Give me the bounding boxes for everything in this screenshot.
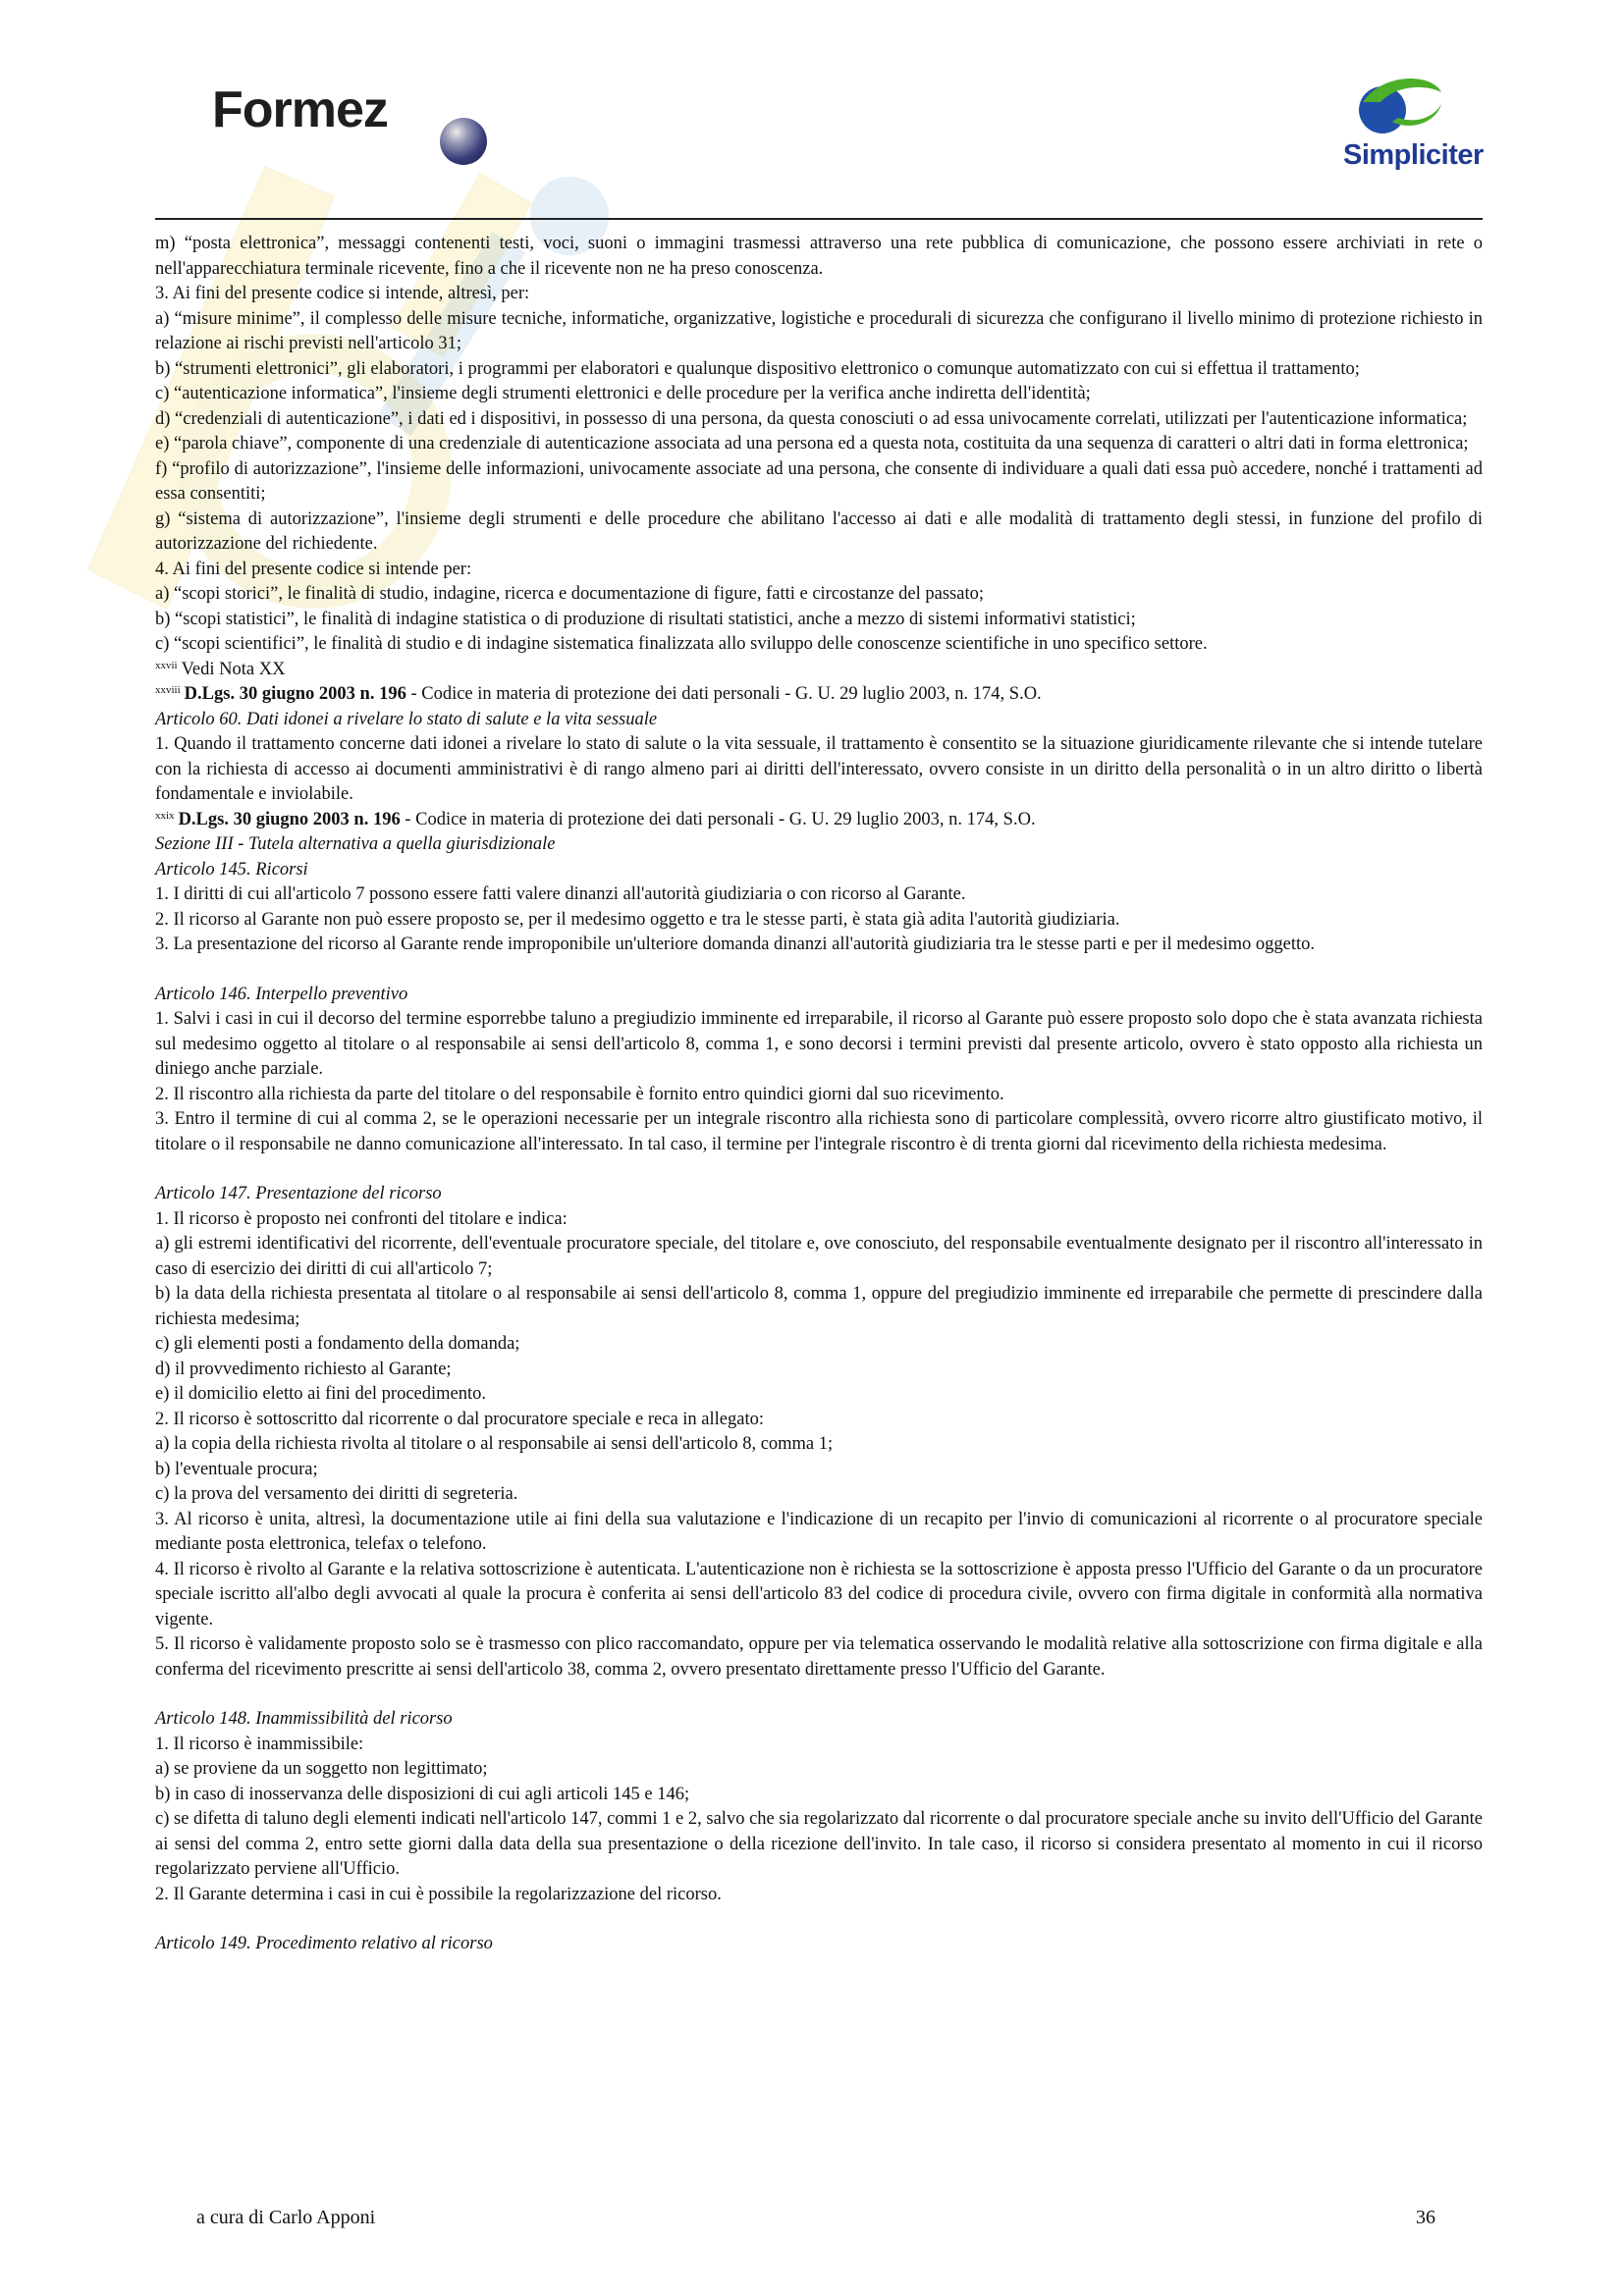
paragraph: e) “parola chiave”, componente di una credenziale di autenticazione associata ad una persona ed a questa nota, costituita da una sequenza di caratteri o altri dati in forma elettronica; [155,434,1469,454]
article-heading: Articolo 60. Dati idonei a rivelare lo stato di salute e la vita sessuale [155,709,658,729]
paragraph: a) “scopi storici”, le finalità di studio, indagine, ricerca e documentazione di figure, fatti e circostanze del passato; [155,584,984,604]
article-heading: Articolo 146. Interpello preventivo [155,984,408,1004]
paragraph: c) se difetta di taluno degli elementi indicati nell'articolo 147, commi 1 e 2, salvo che sia regolarizzato dal ricorrente o dal procuratore speciale anche su invito dell'Ufficio del Garante ai sensi del comma 2, entro sette giorni dalla data della sua presentazione o della ricezione dell'invito. In tale caso, il ricorso si considera presentato al momento in cui il ricorso regolarizzato perviene all'Ufficio. [155,1809,1483,1879]
footer-author: a cura di Carlo Apponi [196,2207,376,2228]
spacer [155,1907,1483,1932]
paragraph: b) “scopi statistici”, le finalità di indagine statistica o di produzione di risultati statistici, anche a mezzo di sistemi informativi statistici; [155,609,1136,629]
paragraph: g) “sistema di autorizzazione”, l'insieme degli strumenti e delle procedure che abilitano l'accesso ai dati e alle modalità di trattamento degli stessi, in funzione del profilo di autorizzazione del richiedente. [155,508,1483,554]
simpliciter-logo-text: Simpliciter [1343,139,1484,171]
paragraph: b) in caso di inosservanza delle disposizioni di cui agli articoli 145 e 146; [155,1784,690,1804]
paragraph: d) “credenziali di autenticazione”, i dati ed i dispositivi, in possesso di una persona, da questa conosciuti o ad essa univocamente correlati, utilizzati per l'autenticazione informatica; [155,408,1468,429]
article-heading: Articolo 147. Presentazione del ricorso [155,1184,442,1203]
paragraph: a) la copia della richiesta rivolta al titolare o al responsabile ai sensi dell'articolo 8, comma 1; [155,1434,834,1454]
paragraph: 4. Il ricorso è rivolto al Garante e la relativa sottoscrizione è autenticata. L'autenticazione non è richiesta se la sottoscrizione è apposta presso l'Ufficio del Garante o da un procuratore speciale iscritto all'albo degli avvocati al quale la procura è conferita ai sensi dell'articolo 83 del codice di procedura civile, ovvero con firma digitale in conformità alla normativa vigente. [155,1559,1483,1629]
paragraph: a) gli estremi identificativi del ricorrente, dell'eventuale procuratore speciale, del titolare e, ove conosciuto, del responsabile eventualmente designato per il riscontro all'interessato in caso di esercizio dei diritti di cui all'articolo 7; [155,1234,1483,1279]
paragraph: e) il domicilio eletto ai fini del procedimento. [155,1384,487,1404]
paragraph: f) “profilo di autorizzazione”, l'insieme delle informazioni, univocamente associate ad una persona, che consente di individuare a quali dati essa può accedere, nonché i trattamenti ad essa consentiti; [155,458,1483,504]
paragraph: a) se proviene da un soggetto non legittimato; [155,1759,488,1779]
endnote-text: - Codice in materia di protezione dei dati personali - G. U. 29 luglio 2003, n. 174, S.O. [406,684,1042,704]
simpliciter-logo [1343,73,1484,181]
page-footer [196,2207,1435,2236]
formez-logo-text: Formez [212,81,388,138]
article-heading: Articolo 149. Procedimento relativo al ricorso [155,1934,493,1953]
paragraph: 3. Al ricorso è unita, altresì, la documentazione utile ai fini della sua valutazione e l'indicazione di un recapito per l'invio di comunicazioni al ricorrente o al procuratore speciale mediante posta elettronica, telefax o telefono. [155,1509,1483,1554]
paragraph: 1. Quando il trattamento concerne dati idonei a rivelare lo stato di salute o la vita sessuale, il trattamento è consentito se la situazione giuridicamente rilevante che si intende tutelare con la richiesta di accesso ai documenti amministrativi è di rango almeno pari ai diritti dell'interessato, ovvero consiste in un diritto della personalità o in un altro diritto o libertà fondamentale e inviolabile. [155,734,1483,804]
paragraph: c) la prova del versamento dei diritti di segreteria. [155,1484,518,1504]
spacer [155,958,1483,983]
law-reference: D.Lgs. 30 giugno 2003 n. 196 [184,684,406,704]
endnote-27 [155,658,1483,683]
paragraph: 2. Il ricorso al Garante non può essere proposto se, per il medesimo oggetto e tra le stesse parti, è stata già adita l'autorità giudiziaria. [155,909,1120,930]
paragraph: 3. Entro il termine di cui al comma 2, se le operazioni necessarie per un integrale riscontro alla richiesta sono di particolare complessità, ovvero ricorre altro giustificato motivo, il titolare o il responsabile ne danno comunicazione all'interessato. In tal caso, il termine per l'integrale riscontro è di trenta giorni dal ricevimento della richiesta medesima. [155,1109,1483,1154]
page-header [155,59,1483,220]
paragraph: 1. Il ricorso è proposto nei confronti del titolare e indica: [155,1208,568,1229]
article-heading: Articolo 145. Ricorsi [155,859,308,880]
paragraph: c) “scopi scientifici”, le finalità di studio e di indagine sistematica finalizzata allo sviluppo delle conoscenze scientifiche in uno specifico settore. [155,634,1208,654]
paragraph: a) “misure minime”, il complesso delle misure tecniche, informatiche, organizzative, logistiche e procedurali di sicurezza che configurano il livello minimo di protezione richiesto in relazione ai rischi previsti nell'articolo 31; [155,308,1483,353]
paragraph: c) gli elementi posti a fondamento della domanda; [155,1334,520,1354]
paragraph: 3. Ai fini del presente codice si intende, altresì, per: [155,284,530,303]
section-heading: Sezione III - Tutela alternativa a quella giurisdizionale [155,834,556,854]
paragraph: m) “posta elettronica”, messaggi contenenti testi, voci, suoni o immagini trasmessi attraverso una rete pubblica di comunicazione, che possono essere archiviati in rete o nell'apparecchiatura terminale ricevente, fino a che il ricevente non ne ha preso conoscenza. [155,234,1483,279]
paragraph: 4. Ai fini del presente codice si intende per: [155,559,472,579]
spacer [155,1157,1483,1182]
paragraph: 3. La presentazione del ricorso al Garante rende improponibile un'ulteriore domanda dinanzi all'autorità giudiziaria tra le stesse parti e per il medesimo oggetto. [155,934,1315,954]
formez-logo [212,71,458,179]
paragraph: b) la data della richiesta presentata al titolare o al responsabile ai sensi dell'articolo 8, comma 1, oppure del pregiudizio imminente ed irreparabile che permette di prescindere dalla richiesta medesima; [155,1284,1483,1329]
paragraph: 2. Il ricorso è sottoscritto dal ricorrente o dal procuratore speciale e reca in allegato: [155,1409,764,1429]
page-number: 36 [1416,2207,1435,2228]
spacer [155,1682,1483,1707]
paragraph: c) “autenticazione informatica”, l'insieme degli strumenti elettronici e delle procedure per la verifica anche indiretta dell'identità; [155,384,1091,403]
paragraph: 5. Il ricorso è validamente proposto solo se è trasmesso con plico raccomandato, oppure per via telematica osservando le modalità relative alla sottoscrizione con firma digitale e alla conferma del ricevimento prescritte ai sensi dell'articolo 38, comma 2, ovvero presentato direttamente presso l'Ufficio del Garante. [155,1634,1483,1680]
endnote-marker: xxix [155,809,175,822]
law-reference: D.Lgs. 30 giugno 2003 n. 196 [178,809,401,829]
endnote-text: - Codice in materia di protezione dei dati personali - G. U. 29 luglio 2003, n. 174, S.O. [400,809,1036,829]
paragraph: 1. Salvi i casi in cui il decorso del termine esporrebbe taluno a pregiudizio imminente ed irreparabile, il ricorso al Garante può essere proposto solo dopo che è stata avanzata richiesta sul medesimo oggetto al titolare o al responsabile ai sensi dell'articolo 8, comma 1, e sono decorsi i termini previsti dal presente articolo, ovvero è stato opposto alla richiesta un diniego anche parziale. [155,1009,1483,1079]
endnote-marker: xxviii [155,684,181,696]
document-body [155,232,1483,1957]
paragraph: d) il provvedimento richiesto al Garante; [155,1359,452,1379]
paragraph: b) “strumenti elettronici”, gli elaboratori, i programmi per elaboratori e qualunque dispositivo elettronico o comunque automatizzato con cui si effettua il trattamento; [155,358,1360,379]
paragraph: 1. Il ricorso è inammissibile: [155,1734,364,1754]
endnote-text: Vedi Nota XX [181,659,286,679]
paragraph: 2. Il Garante determina i casi in cui è possibile la regolarizzazione del ricorso. [155,1884,722,1904]
paragraph: b) l'eventuale procura; [155,1459,318,1479]
article-heading: Articolo 148. Inammissibilità del ricorso [155,1709,453,1729]
endnote-29 [155,808,1483,833]
paragraph: 1. I diritti di cui all'articolo 7 possono essere fatti valere dinanzi all'autorità giudiziaria o con ricorso al Garante. [155,884,966,904]
paragraph: 2. Il riscontro alla richiesta da parte del titolare o del responsabile è fornito entro quindici giorni dal suo ricevimento. [155,1084,1004,1104]
globe-icon [440,118,487,165]
endnote-28 [155,682,1483,708]
simpliciter-swirl-icon [1343,73,1461,141]
endnote-marker: xxvii [155,659,178,671]
